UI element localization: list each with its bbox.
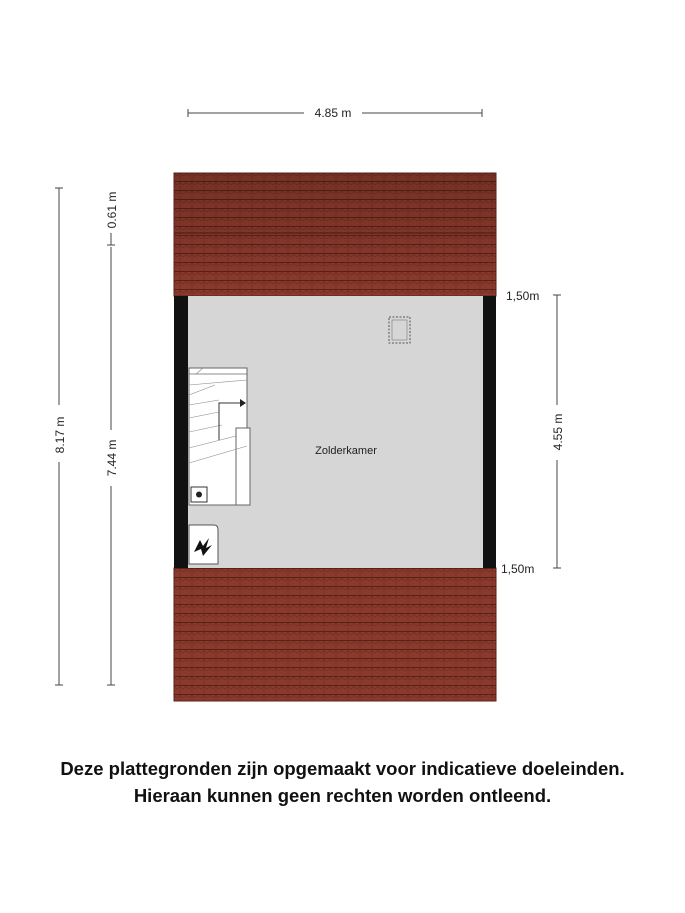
wall-height-bottom-label: 1,50m [501, 562, 535, 576]
boiler-icon [191, 487, 207, 502]
dimension-height-overhang-label: 0.61 m [105, 191, 119, 229]
dimension-height-right-label: 4.55 m [551, 413, 565, 451]
dimension-height-right [551, 295, 565, 568]
disclaimer [0, 755, 685, 809]
wall-right [483, 296, 496, 568]
dimension-height-inner-label: 7.44 m [105, 439, 119, 477]
disclaimer-line-2: Hieraan kunnen geen rechten worden ontleend. [133, 785, 552, 806]
heating-unit-icon [189, 525, 218, 564]
disclaimer-line-1: Deze plattegronden zijn opgemaakt voor indicatieve doeleinden. [60, 758, 625, 779]
staircase-icon [189, 368, 250, 505]
room-label-attic: Zolderkamer [315, 445, 377, 457]
wall-height-top-label: 1,50m [506, 289, 540, 303]
wall-left [174, 296, 188, 568]
roof-top [174, 173, 496, 296]
dimension-width-top [188, 106, 482, 120]
roof-bottom [174, 568, 496, 701]
dimension-height-total-label: 8.17 m [53, 416, 67, 454]
dimension-height-inner [105, 247, 119, 685]
dimension-width-label: 4.85 m [314, 106, 352, 120]
dimension-height-total [53, 188, 67, 685]
dimension-height-overhang [105, 192, 119, 245]
